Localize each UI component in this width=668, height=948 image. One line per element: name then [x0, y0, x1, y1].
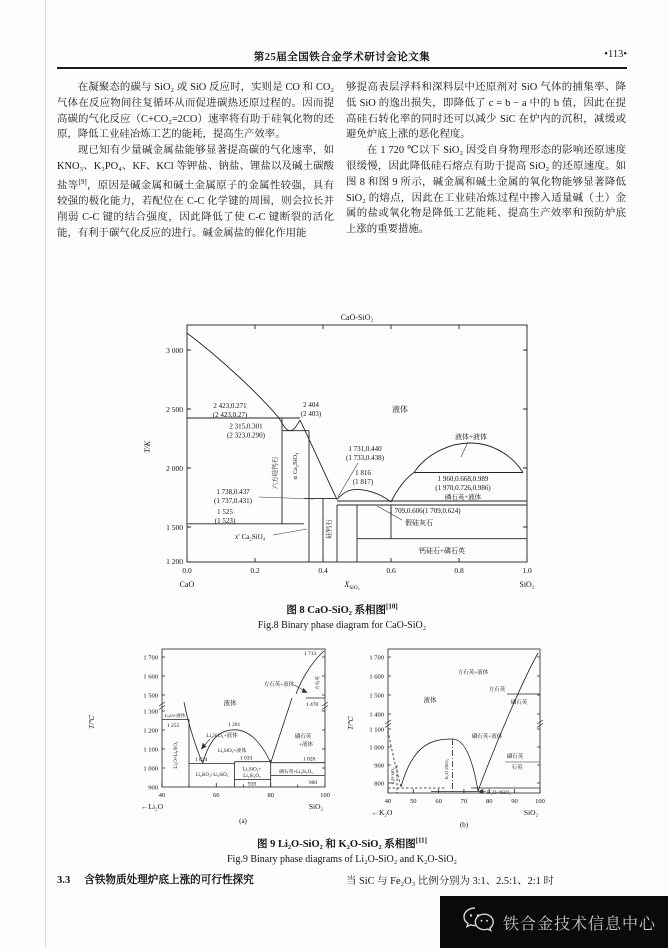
section-3-3-heading — [57, 872, 254, 887]
proceedings-title: 第25届全国铁合金学术研讨会论文集 — [253, 52, 431, 63]
fig9b-ytick: 1 700 — [369, 654, 384, 662]
fig8-region-pseudowollastonite: 假硅灰石 — [405, 519, 433, 527]
fig8-x-left-label: CaO — [179, 580, 195, 589]
fig8-xtick: 0.6 — [386, 566, 396, 575]
fig9b-ytick: 1 600 — [369, 673, 384, 681]
fig8-xtick: 0.2 — [250, 566, 260, 575]
fig8-region-alpha-ca2sio4: α Ca₂SiO₄ — [292, 452, 299, 480]
fig8-region-wollastonite-tridymite: 钙硅石+磷石英 — [419, 547, 465, 555]
fig9b-axis-text — [347, 655, 545, 830]
figure-9-caption-zh — [57, 836, 627, 851]
fig9b-label-k2o-4sio2: K₂O·4SiO₂ — [487, 790, 511, 796]
fig9b-ytick: 1 500 — [369, 692, 384, 700]
fig9a-point-960: 960 — [308, 780, 318, 786]
fig8-point-1738-ref: (1 737,0.431) — [214, 497, 252, 505]
paragraph-4-text: 在 1 720 ℃以下 SiO₂ 因受自身物理形态的影响还原速度很缓慢，因此降低硅石熔点有助于提高 SiO₂ 的还原速度。如图 8 和图 9 所示，碱金属和碱土金属的氧化物能够显著降低 SiO₂ 的熔点，因此在工业硅冶炼过程中掺入适量碱（土）金属的盐或氧化物是降低工艺能耗、提高生产效率和预防炉底上涨的重要措施。 — [346, 145, 626, 236]
fig8-title: CaO-SiO₂ — [340, 313, 374, 322]
fig8-ytick: 2 500 — [166, 405, 183, 414]
fig8-xtick: 1.0 — [522, 566, 532, 575]
fig9b-ytick: 1 400 — [369, 711, 384, 719]
fig8-point-1709: 1 709,0.606(1 709,0.624) — [389, 507, 461, 515]
paragraph-1 — [57, 80, 334, 143]
fig8-point-2315-ref: (2 323,0.290) — [227, 431, 265, 440]
reference-11: [11] — [415, 836, 427, 845]
page-number: •113• — [604, 49, 627, 60]
fig9a-point-1201: 1 201 — [227, 722, 241, 728]
paragraph-3-text: 够提高表层浮料和深料层中还原剂对 SiO 气体的捕集率、降低 SiO 的逸出损失，即降低了 c = b − a 中的 b 值，因此在提高硅石转化率的同时还可以减少 SiC 在炉内的沉积，减缓或避免炉底上涨的恶化程度。 — [346, 82, 626, 141]
right-column — [346, 80, 626, 238]
fig9a-region-li4sio4-liquid: Li₄SiO₄+液体 — [206, 733, 238, 739]
reference-10: [10] — [386, 602, 398, 611]
watermark-bar — [440, 896, 668, 948]
fig8-x-symbol: X — [344, 580, 350, 589]
fig9b-xtick: 60 — [435, 798, 442, 805]
header-rule — [57, 67, 627, 69]
fig9b-xtick: 90 — [511, 798, 518, 805]
fig9b-xtick: 70 — [460, 798, 468, 805]
fig8-point-2315: 2 315,0.301 — [229, 422, 263, 431]
fig9b-ytick: 1 000 — [369, 744, 384, 752]
wechat-icon — [462, 906, 496, 939]
fig9a-region-li4sio4-li2sio3: Li₄SiO₄+Li₂SiO₃ — [195, 773, 229, 778]
fig8-y-axis-label: T/K — [143, 440, 152, 454]
figure-9-caption-en: Fig.9 Binary phase diagrams of Li₂O-SiO₂ and K₂O-SiO₂ — [226, 854, 458, 865]
fig8-point-2423-ref: (2 423,0.27) — [212, 411, 248, 419]
figure-9b-svg — [345, 645, 625, 830]
fig8-region-rankinite: 硅钙石 — [326, 519, 333, 539]
fig9b-xtick: 50 — [410, 798, 417, 805]
fig8-ytick: 1 500 — [166, 523, 183, 532]
paragraph-3 — [346, 80, 626, 143]
fig9a-xtick: 80 — [267, 792, 274, 799]
fig9b-xtick: 40 — [384, 798, 392, 805]
fig9a-xtick: 100 — [320, 792, 330, 799]
fig8-region-hexagonal: 六方硅钙石 — [272, 456, 279, 490]
fig9b-region-tridymite-liquid: 磷石英+液体 — [471, 734, 503, 740]
fig9a-region-liquid: 液体 — [223, 700, 237, 707]
fig9b-xtick: 100 — [535, 798, 545, 805]
fig9a-axis-text — [88, 655, 330, 826]
paragraph-2-text-b: ，原因是碱金属和碱土金属原子的金属性较强，具有较强的极化能力，若配位在 C-C 化学键的周围，则会拉长并削弱 C-C 键的结合强度，因此降低了使 C-C 键断裂的活化能，有利于碳气化反应的进行。碱金属盐的催化作用能 — [57, 180, 335, 239]
figure-9a-li2o-sio2-phase-diagram — [58, 645, 358, 830]
fig8-region-tridymite-liquid: 磷石英+液体 — [444, 494, 482, 501]
figure-8-svg — [130, 311, 630, 596]
fig8-x-subscript: SiO₂ — [349, 585, 360, 591]
scan-edge-line — [45, 0, 46, 948]
fig9a-ytick: 1 000 — [143, 765, 158, 773]
fig9b-region-liquid: 液体 — [423, 697, 437, 704]
fig9b-subplot-label: (b) — [459, 821, 469, 829]
fig8-ytick: 2 000 — [166, 464, 183, 473]
fig9a-arrows — [202, 685, 308, 749]
fig9a-y-axis-label: T/℃ — [88, 715, 96, 729]
figure-9-caption-zh-text: 图 9 Li₂O-SiO₂ 和 K₂O-SiO₂ 系相图 — [256, 839, 416, 850]
section-right-text: 当 SiC 与 Fe₂O₃ 比例分别为 3:1、2.5:1、2:1 时 — [346, 876, 554, 887]
fig8-point-1525: 1 525 — [217, 508, 233, 516]
fig9b-region-quartz: 石英 — [511, 765, 523, 771]
fig9a-x-left-label: ←Li₂O — [140, 802, 164, 811]
fig9a-region-li2o-li4sio4: Li₂O+Li₄SiO₄ — [174, 741, 179, 769]
fig8-point-1816: 1 816 — [355, 469, 371, 477]
fig9b-ytick: 1 100 — [369, 726, 384, 734]
fig9a-xtick: 60 — [213, 792, 220, 799]
fig9b-label-k2o-2sio2: K₂O·2SiO₂ — [444, 758, 449, 780]
fig9a-region-cristobalite: 方石英 — [315, 676, 320, 690]
fig9b-region-tridymite-lower: 磷石英 — [506, 754, 524, 760]
fig9b-region-labels — [390, 668, 528, 796]
paragraph-1-text: 在凝聚态的碳与 SiO₂ 或 SiO 反应时，实则是 CO 和 CO₂ 气体在反应物间往复循环从而促进碳热还原过程的。因而提高碳的气化反应（C+CO₂=2CO）速率将有助于硅氧化物的还原，降低工业硅冶炼工艺的能耗，提高生产效率。 — [57, 82, 334, 141]
fig9b-x-left-label: ←K₂O — [371, 808, 393, 817]
fig8-point-1731: 1 731,0.440 — [348, 445, 382, 453]
figure-8-caption — [57, 602, 627, 631]
fig9a-point-939: 939 — [247, 781, 257, 788]
fig8-point-1816-ref: (1 817) — [352, 478, 374, 486]
fig8-ytick: 3 000 — [166, 346, 183, 355]
fig8-point-2423: 2 423,0.271 — [213, 402, 247, 410]
figure-8-caption-zh — [57, 602, 627, 617]
fig8-xtick: 0.0 — [182, 566, 192, 575]
fig9a-region-tridymite-li2si2o5: 磷石英+Li₂Si₂O₅ — [279, 770, 313, 775]
fig9b-region-cristobalite-liquid: 方石英+液体 — [457, 670, 489, 676]
watermark-label: 铁合金技术信息中心 — [503, 915, 657, 933]
fig9b-label-k2o-sio2: K₂O·SiO₂ — [390, 767, 395, 785]
fig8-point-labels — [213, 401, 492, 525]
figure-9b-k2o-sio2-phase-diagram — [345, 645, 625, 830]
fig9a-region-tridymite-liquid-a: 磷石英 — [294, 734, 312, 740]
paragraph-2 — [57, 143, 334, 241]
fig9b-x-right-label: SiO₂ — [523, 808, 539, 817]
fig9a-xtick: 40 — [158, 792, 166, 799]
fig9b-region-cristobalite: 方石英 — [488, 687, 506, 693]
fig9a-ytick: 1 300 — [143, 708, 158, 716]
fig9a-subplot-label: (a) — [239, 817, 247, 825]
fig9a-point-1033: 1 033 — [239, 755, 253, 762]
paragraph-2-text-a: 现已知有少量碱金属盐能够显著提高碳的气化速率，如 KNO₃、K₃PO₄、KF、KCl 等钾盐、钠盐、锂盐以及碱土碳酸盐等 — [57, 145, 334, 192]
fig9a-x-right-label: SiO₂ — [308, 802, 324, 811]
section-number: 3.3 — [57, 875, 71, 886]
fig8-point-1731-ref: (1 733,0.438) — [346, 454, 384, 462]
fig9a-point-1713: 1 713 — [303, 651, 317, 657]
figure-8-caption-en: Fig.8 Binary phase diagram for CaO-SiO₂ — [257, 620, 427, 631]
fig9a-ytick: 1 500 — [143, 692, 158, 700]
reference-9: [9] — [78, 177, 87, 186]
fig9a-region-li2sio3-li2si2o5-a: Li₂SiO₃+ — [242, 767, 262, 773]
f ig8-point-1525-ref: (1 523) — [214, 517, 236, 525]
fig9a-ytick: 1 100 — [143, 746, 158, 754]
paragraph-4 — [346, 143, 626, 238]
fig9a-point-1470: 1 470 — [305, 702, 319, 708]
fig9a-point-1255: 1 255 — [166, 723, 180, 729]
figure-8-cao-sio2-phase-diagram — [130, 311, 630, 601]
fig9a-region-tridymite-liquid-b: +液体 — [298, 742, 314, 748]
fig8-ytick: 1 200 — [166, 557, 183, 566]
fig9a-axes — [159, 649, 328, 787]
fig9a-ytick: 1 200 — [143, 727, 158, 735]
fig8-point-1738: 1 738,0.437 — [216, 488, 250, 496]
fig9a-ytick: 1 600 — [143, 673, 158, 681]
section-title: 含铁物质处理炉底上涨的可行性探究 — [84, 875, 254, 886]
fig9a-region-li2o-liquid: Li₂O+液体 — [164, 713, 186, 718]
fig9a-region-cristobalite-liquid: 方石英+液体 — [263, 682, 295, 688]
fig9a-point-1024: 1 024 — [194, 757, 208, 763]
fig9b-ytick: 900 — [374, 762, 384, 770]
fig8-point-1960: 1 960,0.668,0.989 — [437, 475, 489, 483]
fig9b-xtick: 80 — [485, 798, 493, 805]
fig9a-ytick: 1 700 — [143, 654, 158, 662]
fig8-label-xca2sio4: x′ Ca₂SiO₄ — [234, 533, 266, 541]
left-column — [57, 80, 334, 241]
figure-8-caption-zh-text: 图 8 CaO-SiO₂ 系相图 — [286, 605, 387, 616]
fig8-region-liquid-liquid: 液体+液体 — [455, 433, 487, 441]
fig9a-ytick: 900 — [148, 784, 158, 792]
figure-9a-svg — [58, 645, 358, 830]
fig9b-y-axis-label: T/℃ — [347, 716, 355, 730]
fig8-x-right-label: SiO₂ — [519, 580, 535, 589]
fig8-xtick: 0.8 — [454, 566, 464, 575]
figure-9-caption — [57, 836, 627, 865]
fig8-point-2404-ref: (2 403) — [300, 410, 322, 418]
fig8-point-2404: 2 404 — [303, 401, 319, 409]
fig9b-region-tridymite-upper: 磷石英 — [510, 700, 528, 706]
fig8-region-liquid: 液体 — [392, 405, 408, 414]
fig8-xtick: 0.4 — [318, 566, 328, 575]
fig9a-region-li2sio3-li2si2o5-b: Li₂Si₂O₅ — [243, 774, 261, 779]
fig8-point-1960-ref: (1 970,0.726,0.986) — [435, 484, 491, 492]
fig8-x-axis-label — [343, 580, 359, 591]
fig9a-point-1028: 1 028 — [302, 756, 316, 763]
fig9a-region-li2sio3-liquid: Li₂SiO₃+液体 — [217, 749, 247, 754]
fig9b-ytick: 800 — [374, 780, 384, 788]
fig8-axis-text — [143, 313, 535, 591]
